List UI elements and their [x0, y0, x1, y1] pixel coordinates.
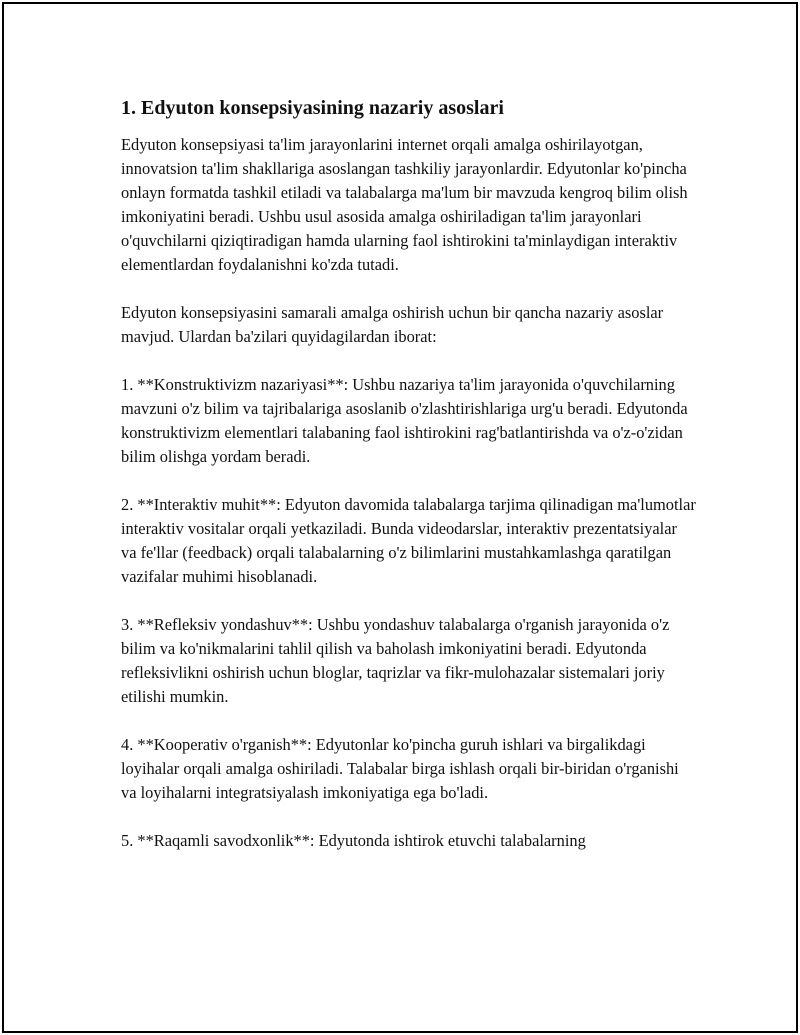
paragraph-foundations: Edyuton konsepsiyasini samarali amalga oshirish uchun bir qancha nazariy asoslar mavjud. Ulardan ba'zilari quyidagilardan iborat: — [121, 303, 664, 346]
document-body — [121, 95, 696, 877]
document-title: 1. Edyuton konsepsiyasining nazariy asoslari — [121, 97, 504, 119]
paragraph-intro: Edyuton konsepsiyasi ta'lim jarayonlarini internet orqali amalga oshirilayotgan, innovatsion ta'lim shakllariga asoslangan tashkiliy jarayonlardir. Edyutonlar ko'pincha onlayn formatda tashkil etiladi va talabalarga ma'lum bir mavzuda kengroq bilim olish imkoniyatini beradi. Ushbu usul asosida amalga oshiriladigan ta'lim jarayonlari o'quvchilarni qiziqtiradigan hamda ularning faol ishtirokini ta'minlaydigan interaktiv elementlardan foydalanishni ko'zda tutadi. — [121, 135, 688, 274]
page-frame — [2, 2, 798, 1033]
list-item-cooperative-learning: 4. **Kooperativ o'rganish**: Edyutonlar ko'pincha guruh ishlari va birgalikdagi loyihalar orqali amalga oshiriladi. Talabalar birga ishlash orqali bir-biridan o'rganishi va loyihalarni integratsiyalash imkoniyatiga ega bo'ladi. — [121, 735, 679, 802]
list-item-reflexive-approach: 3. **Refleksiv yondashuv**: Ushbu yondashuv talabalarga o'rganish jarayonida o'z bilim va ko'nikmalarini tahlil qilish va baholash imkoniyatini beradi. Edyutonda refleksivlikni oshirish uchun bloglar, taqrizlar va fikr-mulohazalar sistemalari joriy etilishi mumkin. — [121, 615, 670, 706]
list-item-interactive-environment: 2. **Interaktiv muhit**: Edyuton davomida talabalarga tarjima qilinadigan ma'lumotlar interaktiv vositalar orqali yetkaziladi. Bunda videodarslar, interaktiv prezentatsiyalar va fe'llar (feedback) orqali talabalarning o'z bilimlarini mustahkamlashga qaratilgan vazifalar muhimi hisoblanadi. — [121, 495, 696, 586]
list-item-constructivism: 1. **Konstruktivizm nazariyasi**: Ushbu nazariya ta'lim jarayonida o'quvchilarning mavzuni o'z bilim va tajribalariga asoslanib o'zlashtirishlariga urg'u beradi. Edyutonda konstruktivizm elementlari talabaning faol ishtirokini rag'batlantirishda va o'z-o'zidan bilim olishga yordam beradi. — [121, 375, 688, 466]
list-item-digital-literacy: 5. **Raqamli savodxonlik**: Edyutonda ishtirok etuvchi talabalarning — [121, 831, 586, 850]
